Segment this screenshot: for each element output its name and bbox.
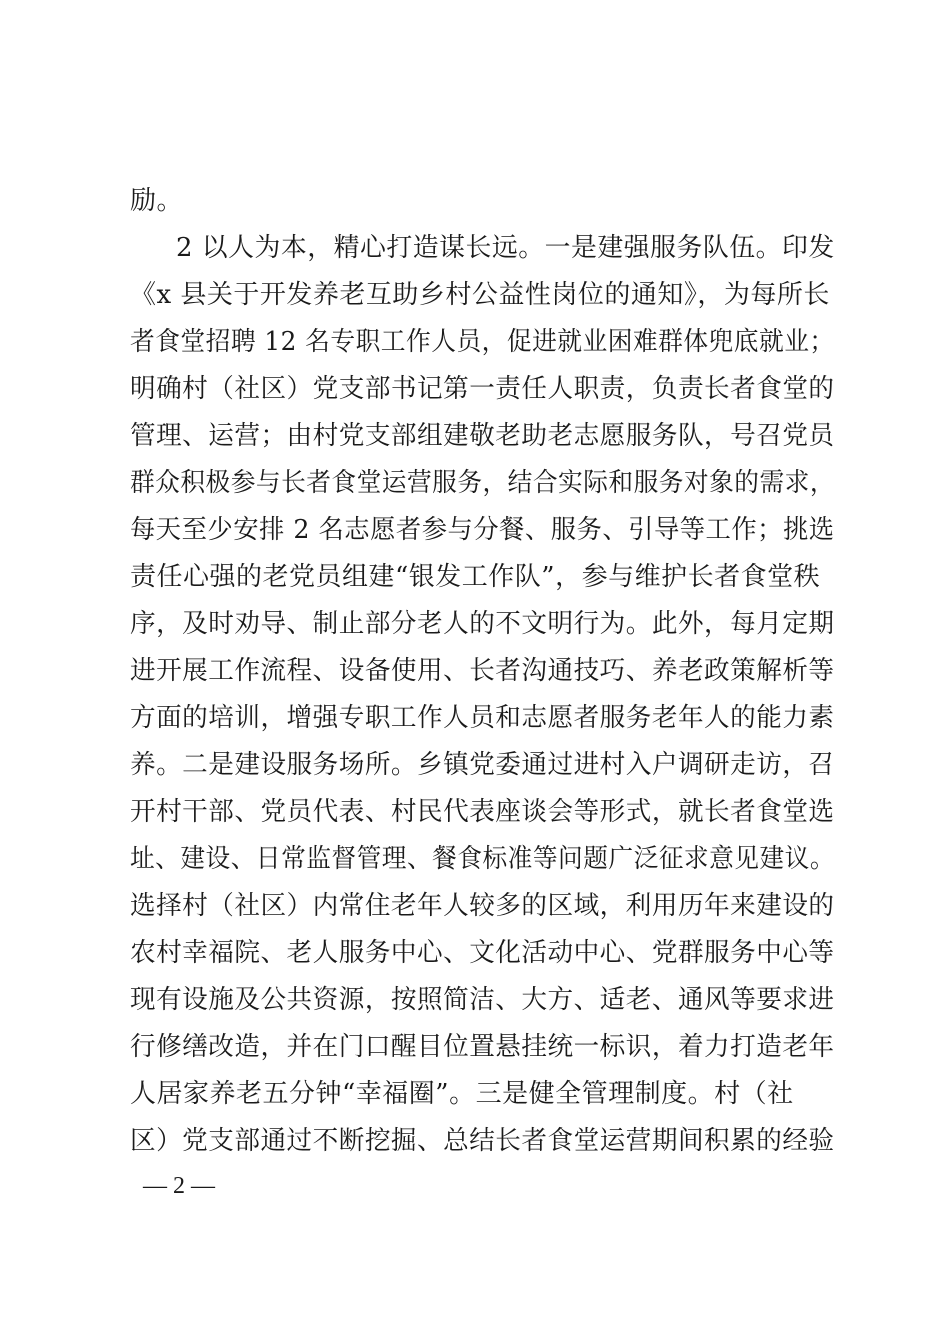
text-line-4: 者食堂招聘 12 名专职工作人员，促进就业困难群体兜底就业； <box>130 327 835 357</box>
text-line-13: 养。二是建设服务场所。乡镇党委通过进村入户调研走访，召 <box>130 750 835 780</box>
text-line-5: 明确村（社区）党支部书记第一责任人职责，负责长者食堂的 <box>130 374 835 404</box>
text-line-3: 《x 县关于开发养老互助乡村公益性岗位的通知》，为每所长 <box>130 280 830 310</box>
text-line-7: 群众积极参与长者食堂运营服务，结合实际和服务对象的需求， <box>130 468 836 498</box>
text-line-17: 农村幸福院、老人服务中心、文化活动中心、党群服务中心等 <box>130 938 835 968</box>
text-line-11: 进开展工作流程、设备使用、长者沟通技巧、养老政策解析等 <box>130 656 835 686</box>
text-line-20: 人居家养老五分钟“幸福圈”。三是健全管理制度。村（社 <box>130 1079 794 1109</box>
page-number: — 2 — <box>143 1173 215 1199</box>
text-line-8: 每天至少安排 2 名志愿者参与分餐、服务、引导等工作；挑选 <box>130 515 835 545</box>
text-line-6: 管理、运营；由村党支部组建敬老助老志愿服务队，号召党员 <box>130 421 835 451</box>
text-line-10: 序，及时劝导、制止部分老人的不文明行为。此外，每月定期 <box>130 609 835 639</box>
text-line-9: 责任心强的老党员组建“银发工作队”，参与维护长者食堂秩 <box>130 562 821 592</box>
text-line-18: 现有设施及公共资源，按照简洁、大方、适老、通风等要求进 <box>130 985 835 1015</box>
text-line-16: 选择村（社区）内常住老年人较多的区域，利用历年来建设的 <box>130 891 835 921</box>
text-line-14: 开村干部、党员代表、村民代表座谈会等形式，就长者食堂选 <box>130 797 835 827</box>
text-line-21: 区）党支部通过不断挖掘、总结长者食堂运营期间积累的经验 <box>130 1126 835 1156</box>
text-line-15: 址、建设、日常监督管理、餐食标准等问题广泛征求意见建议。 <box>130 844 836 874</box>
text-line-2: 2 以人为本，精心打造谋长远。一是建强服务队伍。印发 <box>176 233 835 263</box>
text-line-19: 行修缮改造，并在门口醒目位置悬挂统一标识，着力打造老年 <box>130 1032 835 1062</box>
text-line-12: 方面的培训，增强专职工作人员和志愿者服务老年人的能力素 <box>130 703 835 733</box>
text-line-1: 励。 <box>130 186 184 216</box>
